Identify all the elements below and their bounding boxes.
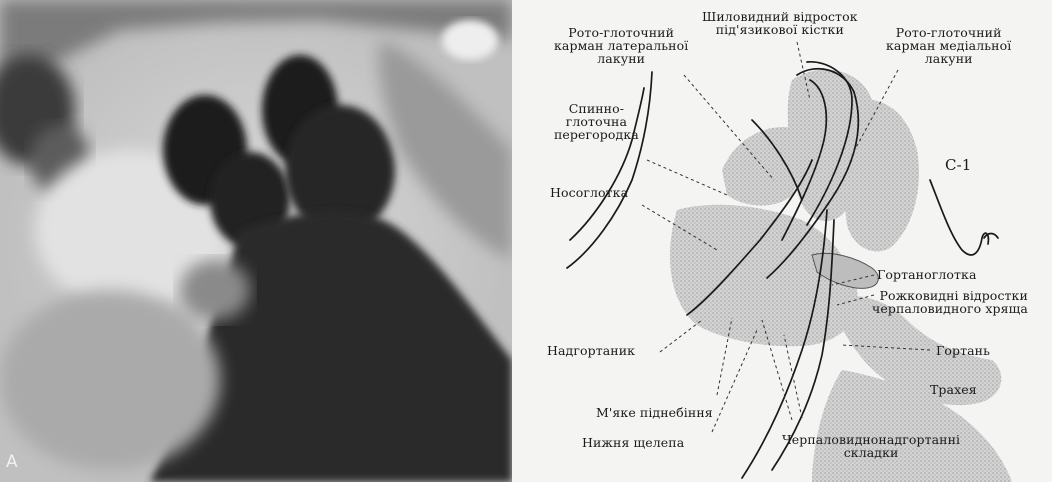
diagram-drawing	[512, 0, 1052, 482]
label-laryngopharynx: Гортаноглотка	[877, 267, 977, 282]
leader-septum	[647, 160, 727, 195]
anatomical-diagram	[512, 0, 1052, 482]
label-rotopharyngeal-lateral: Рото-глоточний карман латеральної лакуни	[554, 25, 689, 66]
c1-curve	[930, 180, 988, 255]
label-nasopharynx: Носоглотка	[550, 185, 629, 200]
radiograph-image	[0, 0, 512, 482]
panel-letter: A	[6, 452, 18, 472]
pharynx-right-shape	[844, 99, 919, 251]
leader-epiglottis	[660, 320, 702, 352]
label-epiglottis: Надгортаник	[547, 343, 636, 358]
label-aryepiglottic-folds: Черпаловиднонадгортанні складки	[782, 432, 961, 460]
label-soft-palate: М'яке піднебіння	[596, 405, 713, 420]
leader-mandible	[712, 330, 757, 432]
label-larynx: Гортань	[936, 343, 991, 358]
label-hyoid-styloid: Шиловидний відросток під'язикової кістки	[702, 9, 858, 37]
label-spinopharyngeal-septum: Спинно- глоточна перегородка	[554, 101, 639, 142]
label-mandible: Нижня щелепа	[582, 435, 685, 450]
label-corniculate: Рожковидні відростки черпаловидного хряща	[872, 288, 1028, 316]
leader-aryepiglottic-2	[784, 335, 802, 418]
label-rotopharyngeal-medial: Рото-глоточний карман медіальної лакуни	[886, 25, 1012, 66]
radiograph-photo	[0, 0, 512, 482]
label-c1: C-1	[945, 156, 972, 174]
label-trachea: Трахея	[930, 382, 977, 397]
